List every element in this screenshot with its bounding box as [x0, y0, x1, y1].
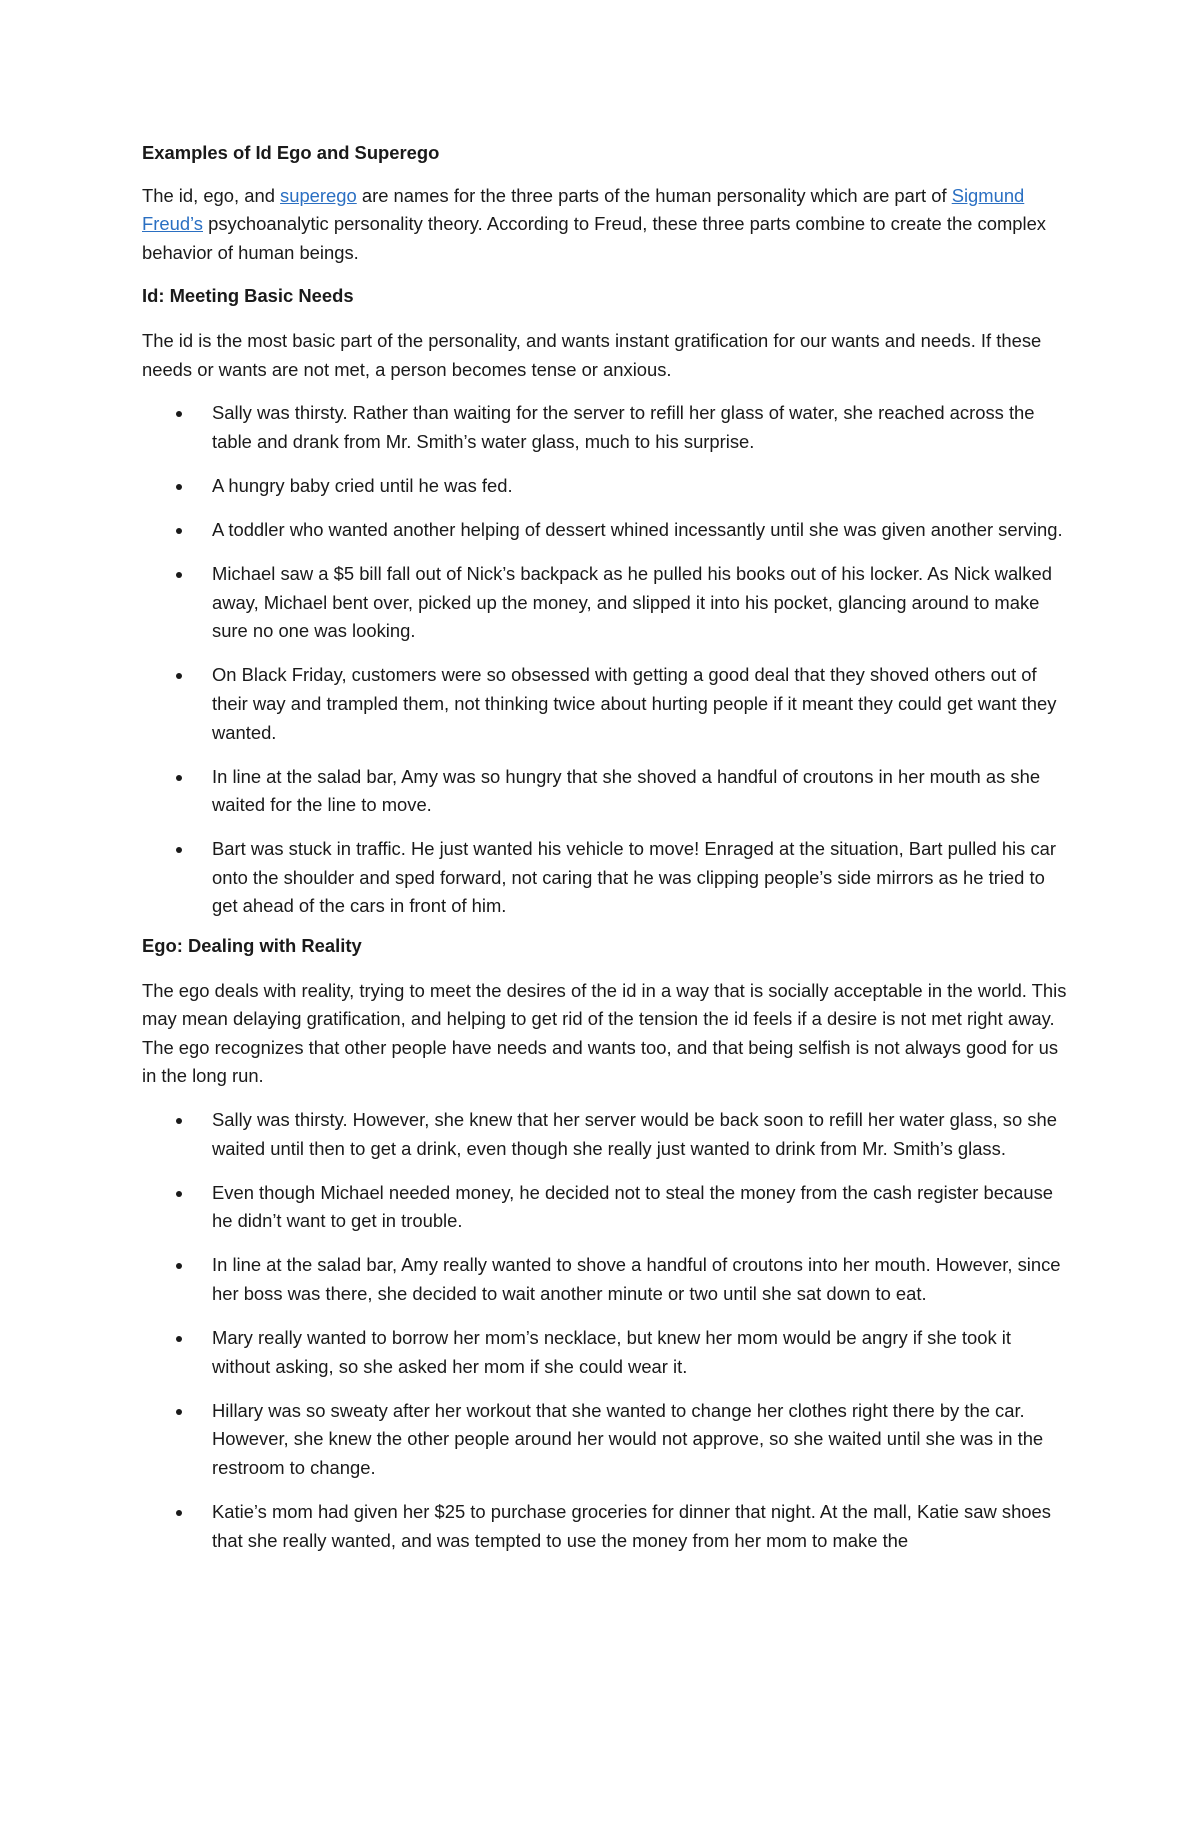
list-item-text: Bart was stuck in traffic. He just wanted his vehicle to move! Enraged at the situation, Bart pulled his car onto the shoulder and sped forward, not caring that he was clipping people’s side mirrors as he tried to get ahead of the cars in front of him.	[212, 838, 1057, 917]
superego-link[interactable]: superego	[280, 184, 357, 206]
ego-section-description: The ego deals with reality, trying to meet the desires of the id in a way that is socially acceptable in the world. This may mean delaying gratification, and helping to get rid of the tension the id feels if a desire is not met right away. The ego recognizes that other people have needs and wants too, and that being selfish is not always good for us in the long run.	[142, 979, 1067, 1087]
list-item	[142, 1179, 1072, 1236]
id-section-heading: Id: Meeting Basic Needs	[142, 285, 354, 307]
ego-examples-list	[142, 1106, 1072, 1555]
list-item	[142, 516, 1072, 545]
document-title: Examples of Id Ego and Superego	[142, 142, 440, 163]
ego-section-heading: Ego: Dealing with Reality	[142, 935, 362, 957]
list-item	[142, 1397, 1072, 1483]
bullet-icon	[176, 1510, 182, 1516]
list-item-text: Hillary was so sweaty after her workout that she wanted to change her clothes right there by the car. However, she knew the other people around her would not approve, so she waited until she was in the restroom to change.	[212, 1399, 1044, 1478]
intro-text-1: The id, ego, and	[142, 184, 281, 206]
list-item	[142, 472, 1072, 501]
list-item	[142, 1498, 1072, 1555]
list-item-text: Michael saw a $5 bill fall out of Nick’s backpack as he pulled his books out of his locker. As Nick walked away, Michael bent over, picked up the money, and slipped it into his pocket, glancing around to make sure no one was looking.	[212, 563, 1052, 642]
bullet-icon	[176, 484, 182, 490]
list-item-text: In line at the salad bar, Amy really wanted to shove a handful of croutons into her mouth. However, since her boss was there, she decided to wait another minute or two until she sat down to eat.	[212, 1254, 1061, 1304]
bullet-icon	[176, 572, 182, 578]
list-item-text: A toddler who wanted another helping of dessert whined incessantly until she was given another serving.	[212, 518, 1063, 540]
list-item	[142, 399, 1072, 456]
list-item	[142, 1324, 1072, 1381]
list-item	[142, 560, 1072, 646]
bullet-icon	[176, 1118, 182, 1124]
bullet-icon	[176, 1191, 182, 1197]
list-item-text: Katie’s mom had given her $25 to purchase groceries for dinner that night. At the mall, Katie saw shoes that she really wanted, and was tempted to use the money from her mom to make the	[212, 1501, 1051, 1551]
id-examples-list	[142, 399, 1072, 921]
bullet-icon	[176, 1336, 182, 1342]
list-item-text: Sally was thirsty. However, she knew that her server would be back soon to refill her water glass, so she waited until then to get a drink, even though she really just wanted to drink from Mr. Smith’s glass.	[212, 1109, 1057, 1159]
bullet-icon	[176, 847, 182, 853]
bullet-icon	[176, 528, 182, 534]
bullet-icon	[176, 1263, 182, 1269]
intro-text-2: are names for the three parts of the human personality which are part of	[356, 184, 952, 206]
sigmund-freud-link[interactable]: Sigmund Freud’s	[142, 184, 1025, 235]
list-item-text: On Black Friday, customers were so obsessed with getting a good deal that they shoved others out of their way and trampled them, not thinking twice about hurting people if it meant they could get want they wanted.	[212, 664, 1057, 743]
list-item-text: A hungry baby cried until he was fed.	[212, 474, 513, 496]
list-item	[142, 1251, 1072, 1308]
list-item-text: Even though Michael needed money, he decided not to steal the money from the cash register because he didn’t want to get in trouble.	[212, 1181, 1054, 1232]
list-item	[142, 661, 1072, 747]
intro-paragraph	[142, 182, 1072, 268]
bullet-icon	[176, 775, 182, 781]
list-item	[142, 763, 1072, 820]
list-item	[142, 1106, 1072, 1163]
document-page	[142, 139, 1072, 1571]
list-item-text: Sally was thirsty. Rather than waiting for the server to refill her glass of water, she reached across the table and drank from Mr. Smith’s water glass, much to his surprise.	[212, 402, 1035, 452]
bullet-icon	[176, 411, 182, 417]
id-section-description: The id is the most basic part of the personality, and wants instant gratification for our wants and needs. If these needs or wants are not met, a person becomes tense or anxious.	[142, 329, 1042, 380]
list-item	[142, 835, 1072, 921]
bullet-icon	[176, 1409, 182, 1415]
list-item-text: In line at the salad bar, Amy was so hungry that she shoved a handful of croutons in her mouth as she waited for the line to move.	[212, 765, 1041, 816]
bullet-icon	[176, 673, 182, 679]
intro-text-3: psychoanalytic personality theory. According to Freud, these three parts combine to create the complex behavior of human beings.	[142, 213, 1047, 263]
list-item-text: Mary really wanted to borrow her mom’s necklace, but knew her mom would be angry if she took it without asking, so she asked her mom if she could wear it.	[212, 1327, 1011, 1377]
